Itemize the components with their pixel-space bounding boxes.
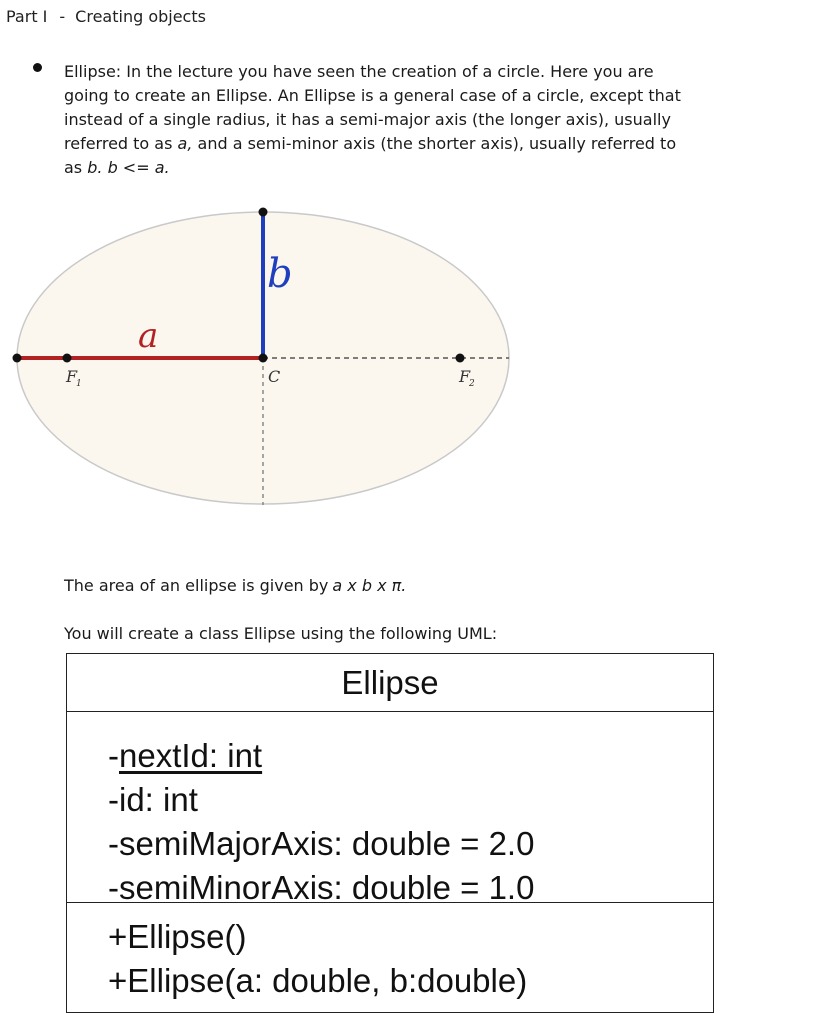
focus-f2-point bbox=[456, 354, 465, 363]
vertex-point bbox=[13, 354, 22, 363]
uml-methods-section bbox=[67, 903, 713, 1003]
attribute-text: semiMinorAxis: double = 1.0 bbox=[119, 869, 535, 906]
uml-class-name: Ellipse bbox=[67, 654, 713, 712]
label-a: a bbox=[138, 316, 159, 356]
heading-dash: - bbox=[59, 7, 66, 26]
visibility-marker: - bbox=[108, 825, 119, 862]
line-4-suffix: and a semi-minor axis (the shorter axis), usually referred to bbox=[192, 134, 677, 153]
ellipse-diagram bbox=[10, 205, 516, 515]
bullet-point bbox=[33, 63, 42, 72]
attribute-text: nextId: int bbox=[119, 737, 263, 774]
area-text: The area of an ellipse is given by bbox=[64, 576, 329, 595]
section-heading bbox=[6, 7, 206, 26]
constraint-formula: b. b <= a. bbox=[87, 158, 170, 177]
uml-intro: You will create a class Ellipse using the following UML: bbox=[64, 624, 498, 643]
variable-a: a, bbox=[177, 134, 193, 153]
method-text: Ellipse() bbox=[127, 918, 247, 955]
label-b: b bbox=[267, 251, 293, 297]
section-title: Creating objects bbox=[75, 7, 206, 26]
area-formula-sentence bbox=[64, 576, 406, 595]
label-f1: F bbox=[66, 367, 78, 386]
uml-method-param-constructor bbox=[108, 959, 713, 1003]
visibility-marker: + bbox=[108, 918, 128, 955]
uml-attribute-semimajor bbox=[108, 822, 713, 866]
center-point bbox=[259, 354, 268, 363]
co-vertex-point bbox=[259, 208, 268, 217]
description-line-1: Ellipse: In the lecture you have seen the creation of a circle. Here you are bbox=[64, 62, 654, 81]
uml-attribute-nextid bbox=[108, 734, 713, 778]
attribute-text: semiMajorAxis: double = 2.0 bbox=[119, 825, 535, 862]
visibility-marker: - bbox=[108, 781, 119, 818]
label-f2: F bbox=[459, 367, 471, 386]
uml-attributes-section bbox=[67, 712, 713, 906]
ellipse-diagram-svg bbox=[10, 205, 516, 515]
description-line-4 bbox=[64, 132, 714, 156]
line-5-prefix: as bbox=[64, 158, 88, 177]
visibility-marker: - bbox=[108, 869, 119, 906]
uml-attribute-id bbox=[108, 778, 713, 822]
method-text: Ellipse(a: double, b:double) bbox=[127, 962, 528, 999]
visibility-marker: + bbox=[108, 962, 128, 999]
label-c: C bbox=[268, 367, 281, 386]
description-line-3: instead of a single radius, it has a semi-major axis (the longer axis), usually bbox=[64, 110, 671, 129]
uml-method-default-constructor bbox=[108, 915, 713, 959]
area-formula: a x b x π. bbox=[332, 576, 407, 595]
attribute-text: id: int bbox=[119, 781, 198, 818]
label-f1-subscript: 1 bbox=[76, 379, 82, 389]
description-line-5 bbox=[64, 156, 714, 180]
description-line-2: going to create an Ellipse. An Ellipse is a general case of a circle, except that bbox=[64, 86, 681, 105]
part-label: Part I bbox=[6, 7, 48, 26]
uml-class-diagram bbox=[66, 653, 714, 1013]
visibility-marker: - bbox=[108, 737, 119, 774]
focus-f1-point bbox=[63, 354, 72, 363]
line-4-prefix: referred to as bbox=[64, 134, 178, 153]
ellipse-description bbox=[64, 60, 714, 180]
label-f2-subscript: 2 bbox=[469, 379, 475, 389]
